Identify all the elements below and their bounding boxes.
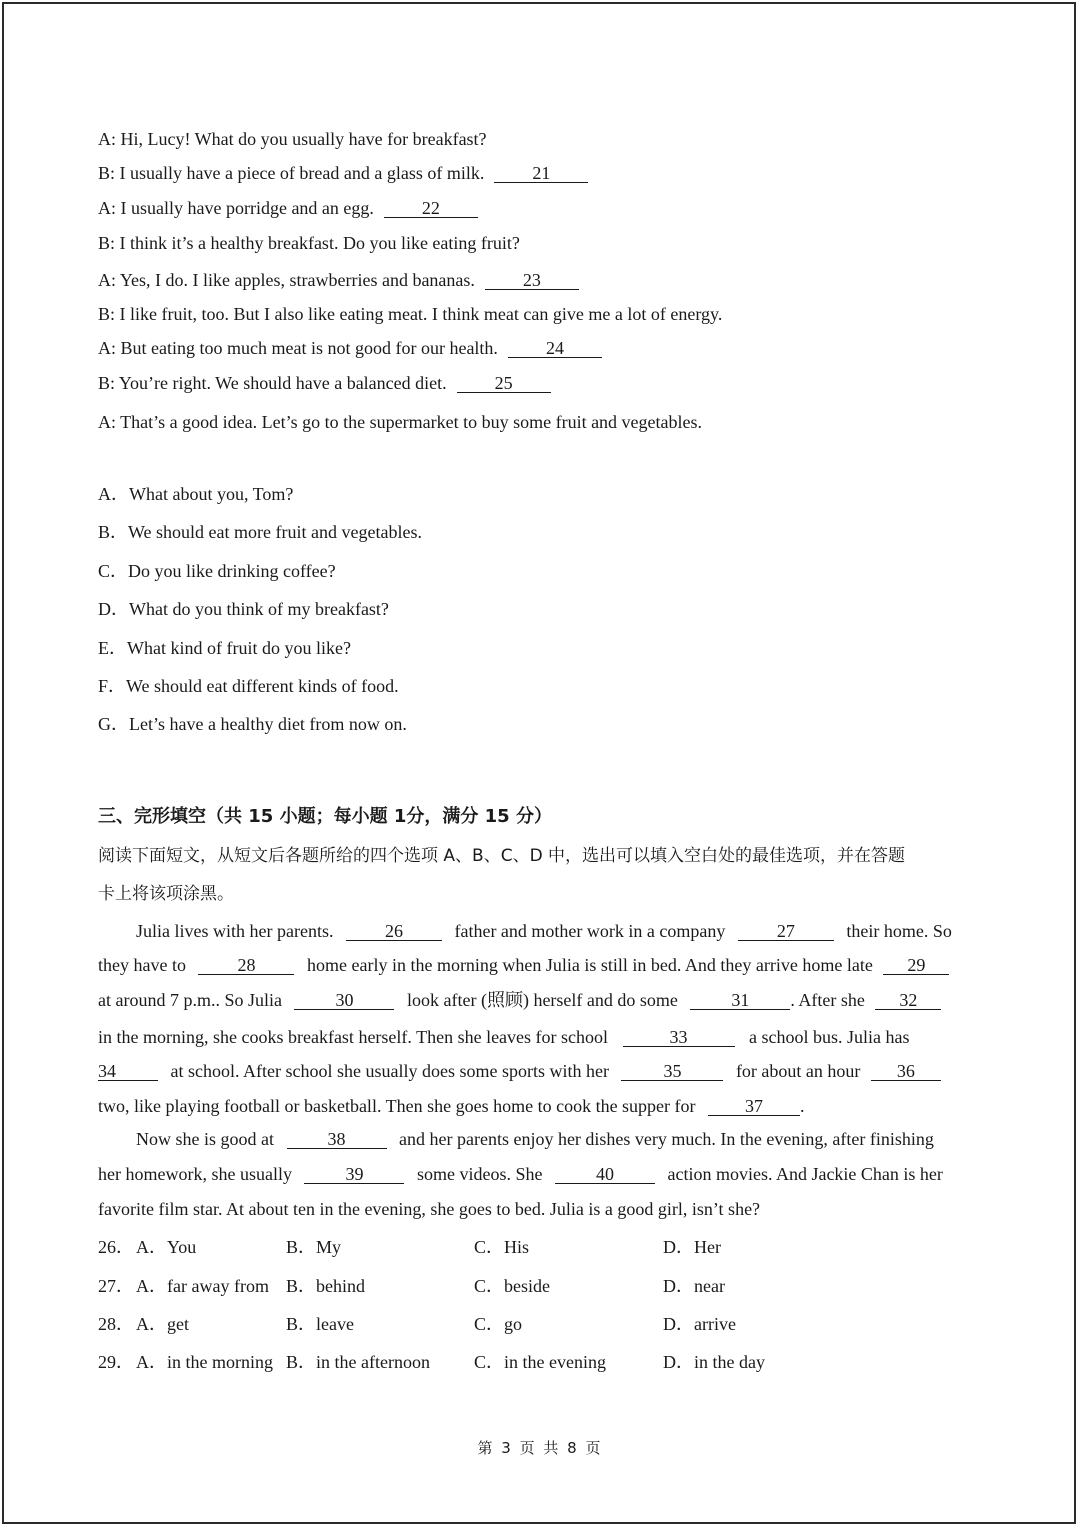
cloze-blank[interactable]: 36 — [871, 1062, 941, 1081]
question-number: 26． — [98, 1237, 134, 1257]
passage-line: favorite film star. At about ten in the evening, she goes to bed. Julia is a good girl, isn’t she? — [98, 1199, 761, 1219]
answer-blank[interactable]: 21 — [494, 164, 588, 183]
choice-a[interactable]: A．You — [136, 1237, 197, 1257]
question-number: 29． — [98, 1352, 134, 1372]
choice-c[interactable]: C．in the evening — [474, 1352, 606, 1372]
dialogue-line: A: That’s a good idea. Let’s go to the supermarket to buy some fruit and vegetables. — [98, 412, 703, 432]
option-item: C．Do you like drinking coffee? — [98, 561, 336, 581]
section-instruction: 卡上将该项涂黑。 — [98, 884, 234, 904]
passage-line: 34 at school. After school she usually does some sports with her 35 for about an hour 36 — [98, 1060, 941, 1082]
cloze-blank[interactable]: 34 — [98, 1062, 158, 1081]
question-number: 27． — [98, 1276, 134, 1296]
cloze-blank[interactable]: 35 — [621, 1062, 723, 1081]
question-number: 28． — [98, 1314, 134, 1334]
cloze-blank[interactable]: 39 — [304, 1165, 404, 1184]
choice-b[interactable]: B．behind — [286, 1276, 365, 1296]
choice-d[interactable]: D．in the day — [663, 1352, 765, 1372]
option-item: G．Let’s have a healthy diet from now on. — [98, 714, 407, 734]
passage-line: they have to 28 home early in the morning when Julia is still in bed. And they arrive home late 29 — [98, 954, 949, 976]
answer-blank[interactable]: 24 — [508, 339, 602, 358]
option-item: E．What kind of fruit do you like? — [98, 638, 351, 658]
passage-line: in the morning, she cooks breakfast herself. Then she leaves for school 33 a school bus. Julia has — [98, 1027, 910, 1047]
dialogue-line: B: You’re right. We should have a balanced diet. 25 — [98, 372, 551, 394]
answer-blank[interactable]: 22 — [384, 199, 478, 218]
cloze-blank[interactable]: 32 — [875, 991, 941, 1010]
passage-line: Now she is good at 38 and her parents enjoy her dishes very much. In the evening, after finishing — [136, 1129, 934, 1149]
dialogue-line: B: I think it’s a healthy breakfast. Do you like eating fruit? — [98, 233, 520, 253]
choice-b[interactable]: B．My — [286, 1237, 342, 1257]
dialogue-line: A: Hi, Lucy! What do you usually have for breakfast? — [98, 129, 487, 149]
cloze-blank[interactable]: 33 — [623, 1028, 735, 1047]
choice-b[interactable]: B．leave — [286, 1314, 354, 1334]
choice-a[interactable]: A．in the morning — [136, 1352, 273, 1372]
cloze-blank[interactable]: 27 — [738, 922, 834, 941]
option-item: D．What do you think of my breakfast? — [98, 599, 389, 619]
section-title: 三、完形填空（共 15 小题；每小题 1分，满分 15 分） — [98, 806, 552, 827]
passage-line: Julia lives with her parents. 26 father and mother work in a company 27 their home. So — [136, 921, 952, 941]
option-item: F．We should eat different kinds of food. — [98, 676, 399, 696]
cloze-blank[interactable]: 26 — [346, 922, 442, 941]
answer-blank[interactable]: 25 — [457, 374, 551, 393]
cloze-blank[interactable]: 40 — [555, 1165, 655, 1184]
page-footer: 第 3 页 共 8 页 — [477, 1439, 603, 1457]
passage-line: at around 7 p.m.. So Julia 30 look after (照顾) herself and do some 31 . After she 32 — [98, 989, 941, 1011]
passage-line: her homework, she usually 39 some videos. She 40 action movies. And Jackie Chan is her — [98, 1164, 943, 1184]
dialogue-line: A: I usually have porridge and an egg. 22 — [98, 197, 478, 219]
option-item: B．We should eat more fruit and vegetables. — [98, 522, 422, 542]
answer-blank[interactable]: 23 — [485, 271, 579, 290]
choice-c[interactable]: C．His — [474, 1237, 530, 1257]
cloze-blank[interactable]: 29 — [883, 956, 949, 975]
cloze-blank[interactable]: 37 — [708, 1097, 800, 1116]
choice-d[interactable]: D．Her — [663, 1237, 721, 1257]
choice-c[interactable]: C．go — [474, 1314, 523, 1334]
cloze-blank[interactable]: 38 — [287, 1130, 387, 1149]
dialogue-line: A: Yes, I do. I like apples, strawberries and bananas. 23 — [98, 269, 579, 291]
choice-b[interactable]: B．in the afternoon — [286, 1352, 430, 1372]
passage-line: two, like playing football or basketball. Then she goes home to cook the supper for 37 . — [98, 1096, 805, 1116]
option-item: A．What about you, Tom? — [98, 484, 294, 504]
dialogue-line: B: I usually have a piece of bread and a glass of milk. 21 — [98, 162, 588, 184]
cloze-blank[interactable]: 30 — [294, 991, 394, 1010]
section-instruction: 阅读下面短文，从短文后各题所给的四个选项 A、B、C、D 中，选出可以填入空白处的最佳选项，并在答题 — [98, 846, 906, 866]
cloze-blank[interactable]: 28 — [198, 956, 294, 975]
choice-a[interactable]: A．get — [136, 1314, 189, 1334]
dialogue-line: B: I like fruit, too. But I also like eating meat. I think meat can give me a lot of energy. — [98, 304, 723, 324]
choice-d[interactable]: D．arrive — [663, 1314, 736, 1334]
choice-d[interactable]: D．near — [663, 1276, 725, 1296]
cloze-blank[interactable]: 31 — [690, 991, 790, 1010]
dialogue-line: A: But eating too much meat is not good for our health. 24 — [98, 337, 602, 359]
choice-c[interactable]: C．beside — [474, 1276, 550, 1296]
choice-a[interactable]: A．far away from — [136, 1276, 269, 1296]
